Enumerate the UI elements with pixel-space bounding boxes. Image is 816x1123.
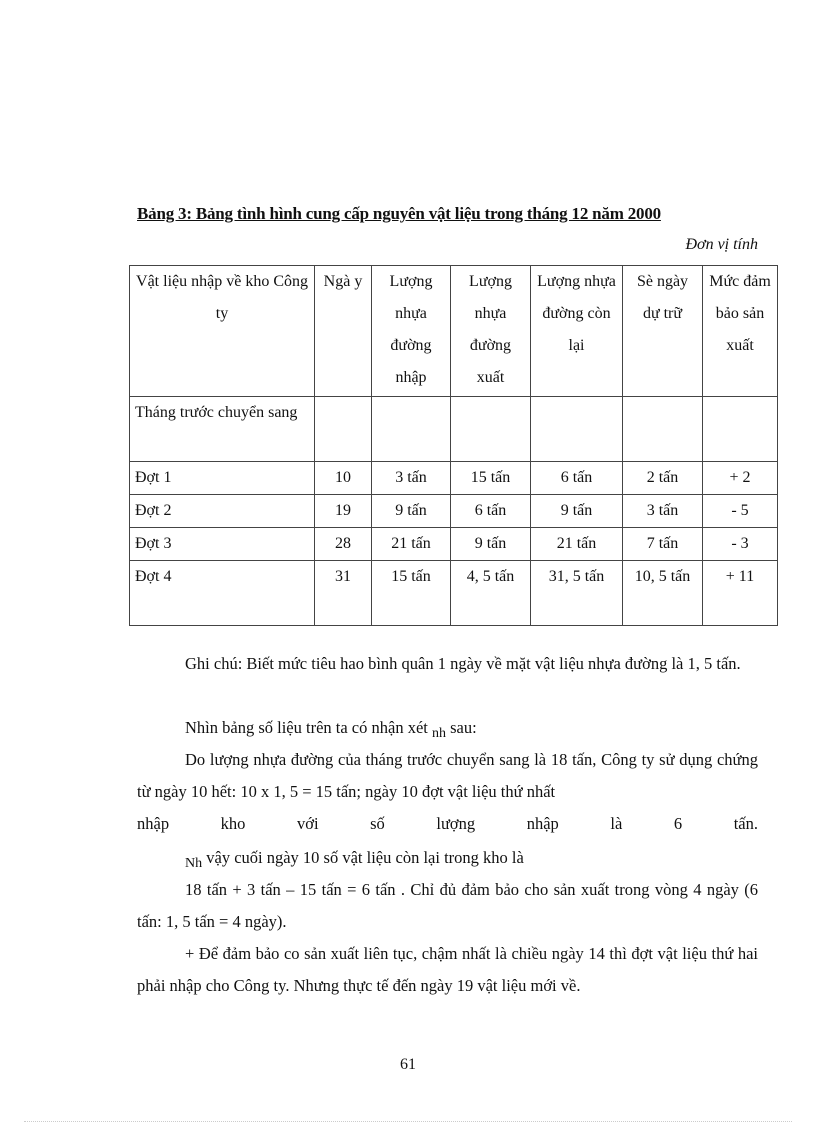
cell bbox=[315, 397, 372, 462]
cell: 4, 5 tấn bbox=[451, 561, 531, 626]
cell: 31, 5 tấn bbox=[531, 561, 623, 626]
cell: 21 tấn bbox=[372, 528, 451, 561]
cell: 15 tấn bbox=[451, 462, 531, 495]
cell: + 2 bbox=[703, 462, 778, 495]
cell bbox=[623, 397, 703, 462]
remark-intro bbox=[137, 712, 758, 746]
row-label: Đợt 1 bbox=[130, 462, 315, 495]
cell: 31 bbox=[315, 561, 372, 626]
row-label: Tháng trước chuyển sang bbox=[130, 397, 315, 462]
table-title: Bảng 3: Bảng tình hình cung cấp nguyên vật liệu trong tháng 12 năm 2000 bbox=[137, 204, 661, 223]
row-label: Đợt 2 bbox=[130, 495, 315, 528]
row-label: Đợt 3 bbox=[130, 528, 315, 561]
cell: - 5 bbox=[703, 495, 778, 528]
analysis-paragraph-end: nhập kho với số lượng nhập là 6 tấn. bbox=[137, 814, 758, 833]
cell bbox=[451, 397, 531, 462]
calculation-paragraph: 18 tấn + 3 tấn – 15 tấn = 6 tấn . Chỉ đủ đảm bảo cho sản xuất trong vòng 4 ngày (6 tấn: 1, 5 tấn = 4 ngày). bbox=[137, 880, 758, 931]
cell bbox=[372, 397, 451, 462]
row-label: Đợt 4 bbox=[130, 561, 315, 626]
cell: 10 bbox=[315, 462, 372, 495]
table-row bbox=[130, 528, 778, 561]
cell: - 3 bbox=[703, 528, 778, 561]
table-row bbox=[130, 462, 778, 495]
note-paragraph: Ghi chú: Biết mức tiêu hao bình quân 1 ngày về mặt vật liệu nhựa đường là 1, 5 tấn. bbox=[185, 654, 741, 673]
cell: 6 tấn bbox=[531, 462, 623, 495]
conclusion-paragraph: + Để đảm bảo co sản xuất liên tục, chậm nhất là chiều ngày 14 thì đợt vật liệu thứ hai phải nhập cho Công ty. Nhưng thực tế đến ngày 19 vật liệu mới về. bbox=[137, 944, 758, 995]
table-header-row bbox=[130, 266, 778, 397]
page-number: 61 bbox=[400, 1056, 416, 1073]
cell: 7 tấn bbox=[623, 528, 703, 561]
cell: 9 tấn bbox=[451, 528, 531, 561]
header-amount-left: Lượng nhựa đường còn lại bbox=[531, 266, 623, 397]
table-row bbox=[130, 397, 778, 462]
cell: 6 tấn bbox=[451, 495, 531, 528]
header-amount-in: Lượng nhựa đường nhập bbox=[372, 266, 451, 397]
header-day: Ngà y bbox=[315, 266, 372, 397]
cell: + 11 bbox=[703, 561, 778, 626]
header-material: Vật liệu nhập về kho Công ty bbox=[130, 266, 315, 397]
remark-intro-text: Nhìn bảng số liệu trên ta có nhận xét bbox=[185, 718, 428, 737]
unit-label: Đơn vị tính bbox=[685, 236, 758, 253]
cell: 2 tấn bbox=[623, 462, 703, 495]
header-reserve-days: Sè ngày dự trữ bbox=[623, 266, 703, 397]
table-row bbox=[130, 561, 778, 626]
cell: 15 tấn bbox=[372, 561, 451, 626]
remaining-fragment: Nh bbox=[185, 856, 203, 871]
header-production-level: Mức đảm bảo sản xuất bbox=[703, 266, 778, 397]
cell bbox=[531, 397, 623, 462]
cell: 9 tấn bbox=[372, 495, 451, 528]
cell: 19 bbox=[315, 495, 372, 528]
cell: 28 bbox=[315, 528, 372, 561]
remaining-text: vậy cuối ngày 10 số vật liệu còn lại trong kho là bbox=[206, 848, 524, 867]
remark-intro-fragment: nh bbox=[431, 726, 446, 741]
cell: 3 tấn bbox=[623, 495, 703, 528]
remaining-paragraph bbox=[137, 842, 758, 876]
cell bbox=[703, 397, 778, 462]
cell: 21 tấn bbox=[531, 528, 623, 561]
remark-intro-end: sau: bbox=[450, 718, 477, 737]
analysis-paragraph: Do lượng nhựa đường của tháng trước chuyển sang là 18 tấn, Công ty sử dụng chứng từ ngày 10 hết: 10 x 1, 5 = 15 tấn; ngày 10 đợt vật liệu thứ nhất bbox=[137, 750, 758, 801]
page-bottom-divider bbox=[24, 1121, 792, 1122]
cell: 3 tấn bbox=[372, 462, 451, 495]
supply-table bbox=[129, 265, 778, 626]
header-amount-out: Lượng nhựa đường xuất bbox=[451, 266, 531, 397]
cell: 9 tấn bbox=[531, 495, 623, 528]
table-row bbox=[130, 495, 778, 528]
cell: 10, 5 tấn bbox=[623, 561, 703, 626]
